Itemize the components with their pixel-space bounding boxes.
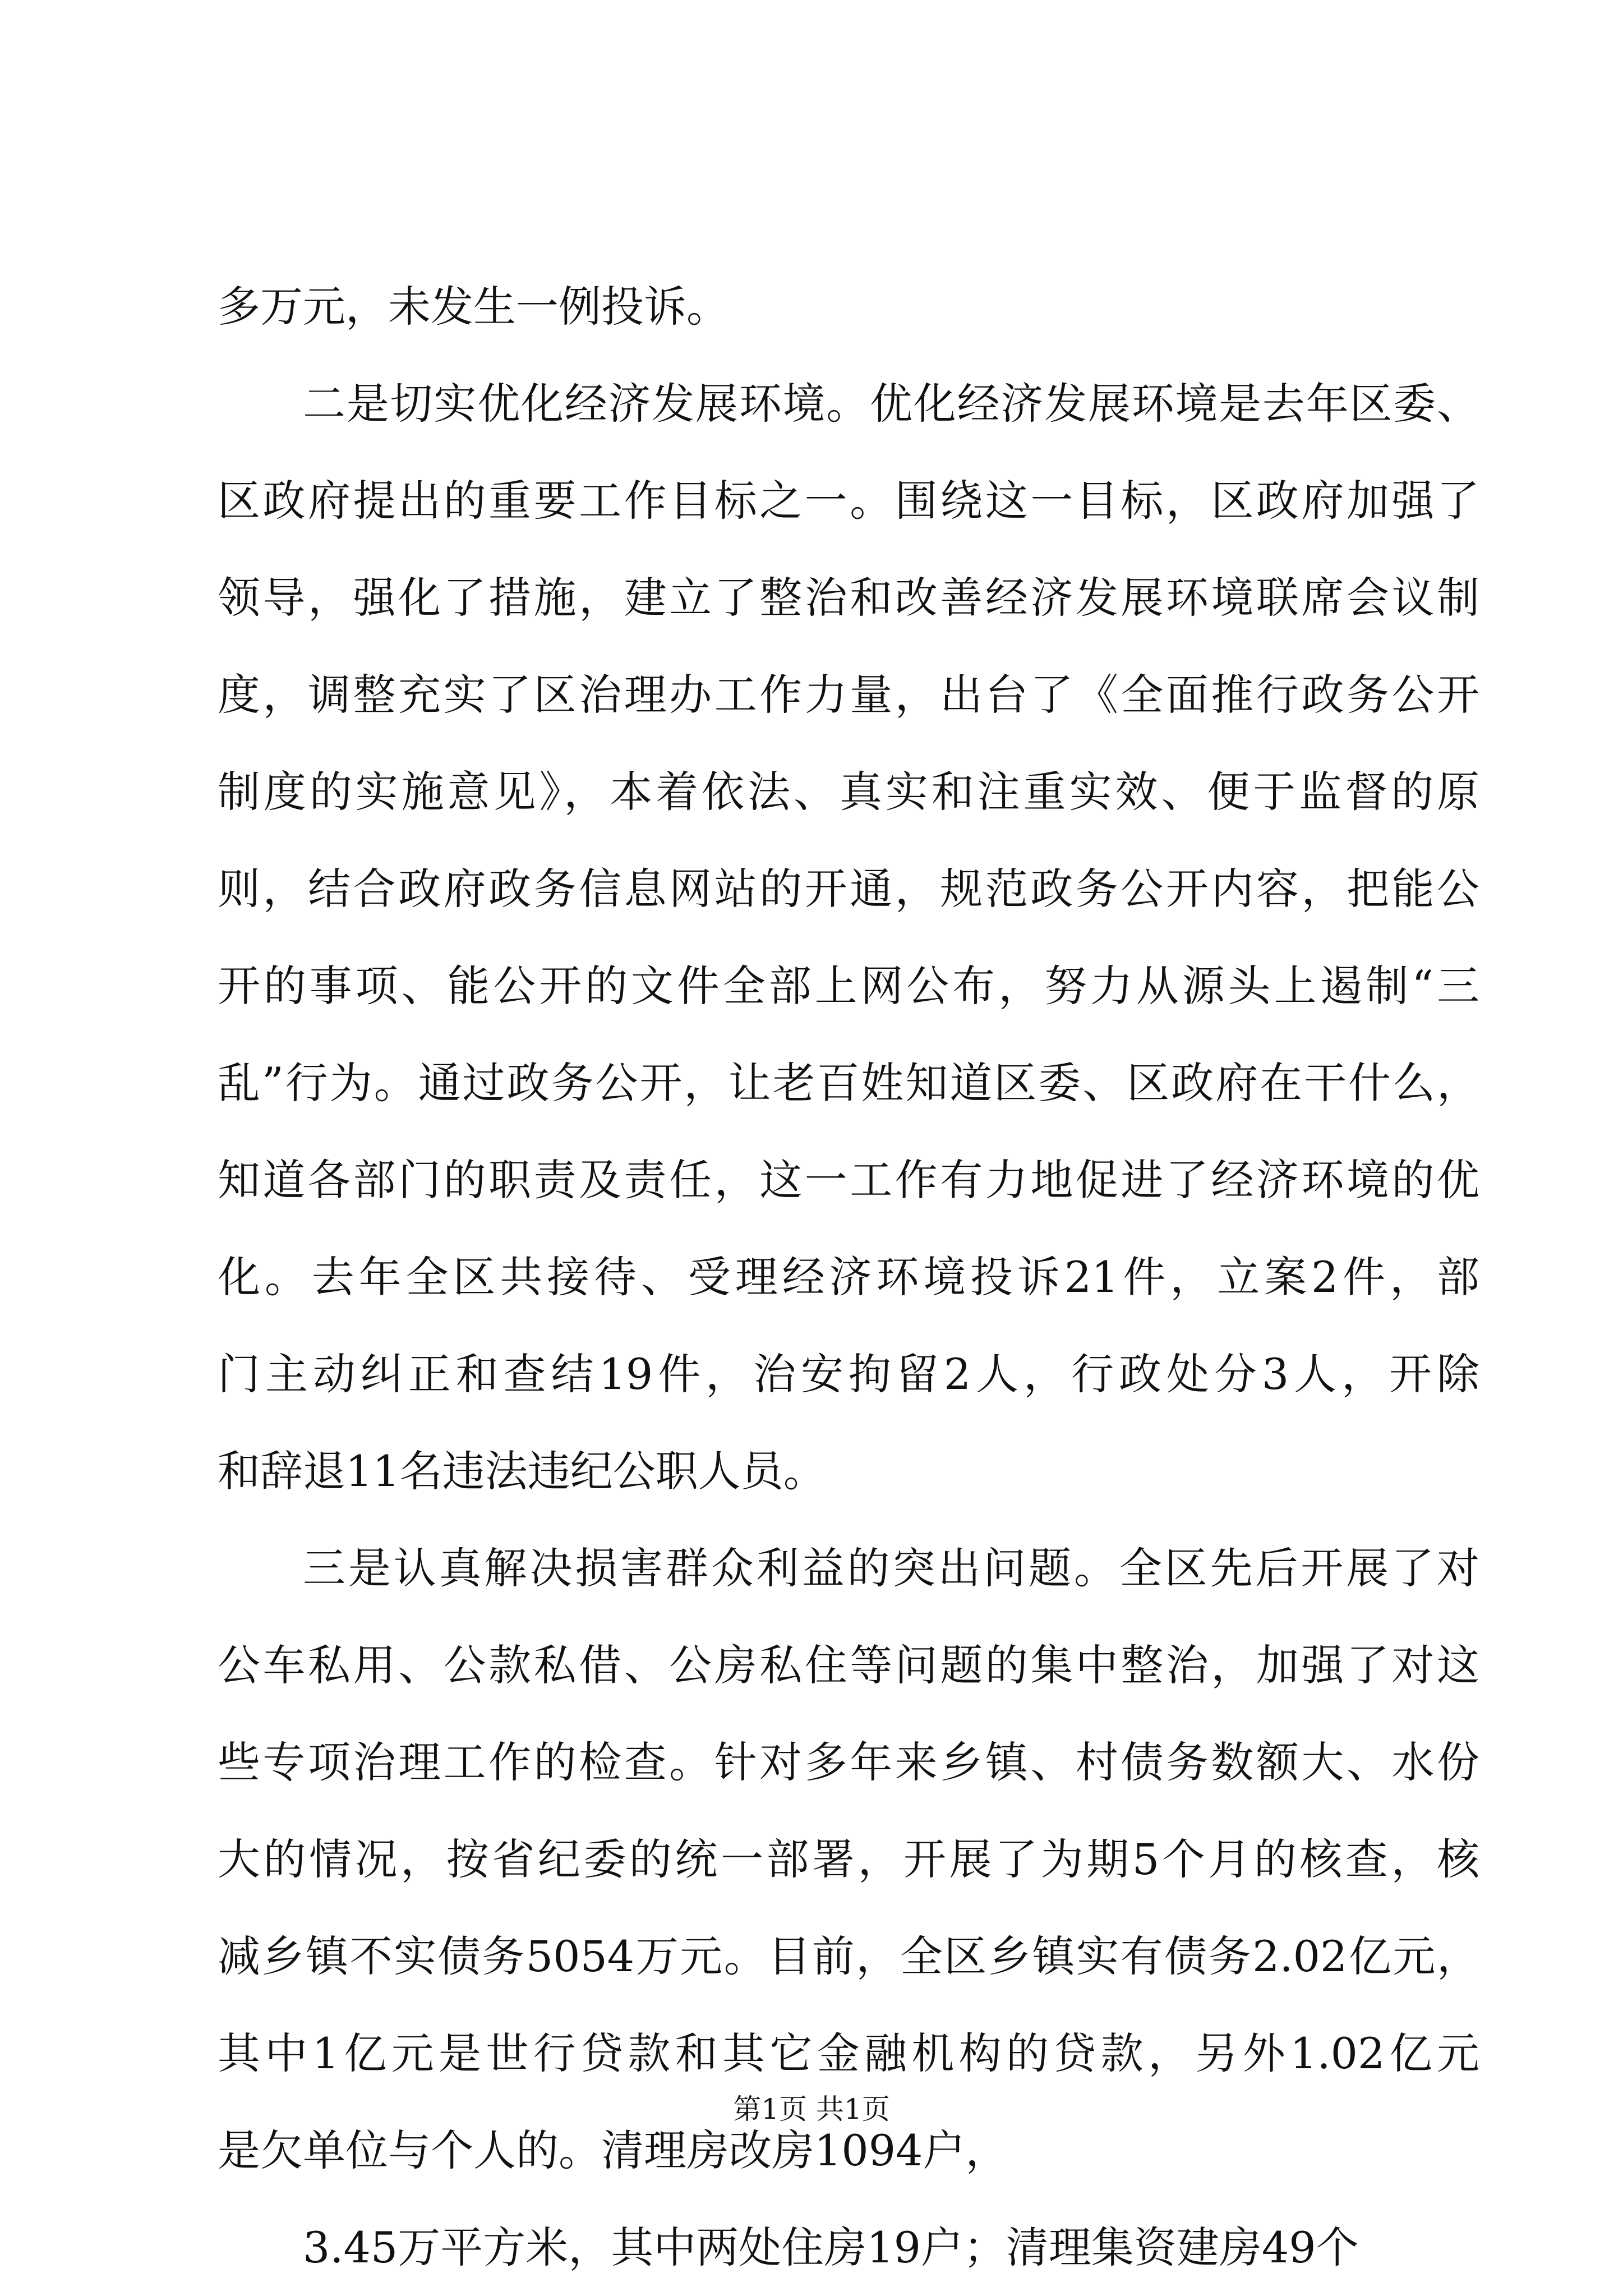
text-line: 乱”行为。通过政务公开，让老百姓知道区委、区政府在干什么， <box>218 1058 1479 1108</box>
text-line: 多万元，未发生一例投诉。 <box>218 282 729 332</box>
text-line: 区政府提出的重要工作目标之一。围绕这一目标，区政府加强了 <box>218 476 1479 526</box>
text-line: 些专项治理工作的检查。针对多年来乡镇、村债务数额大、水份 <box>218 1737 1479 1787</box>
text-line: 领导，强化了措施，建立了整治和改善经济发展环境联席会议制 <box>218 573 1479 623</box>
paragraph-start-line: 3.45万平方米，其中两处住房19户；清理集资建房49个 <box>303 2223 1359 2272</box>
text-line: 知道各部门的职责及责任，这一工作有力地促进了经济环境的优 <box>218 1155 1479 1205</box>
paragraph-start-line: 三是认真解决损害群众利益的突出问题。全区先后开展了对 <box>303 1543 1479 1593</box>
text-line: 大的情况，按省纪委的统一部署，开展了为期5个月的核查，核 <box>218 1834 1479 1884</box>
text-line: 度，调整充实了区治理办工作力量，出台了《全面推行政务公开 <box>218 670 1479 720</box>
text-line: 公车私用、公款私借、公房私住等问题的集中整治，加强了对这 <box>218 1640 1479 1690</box>
document-body <box>218 258 1479 2296</box>
paragraph-start-line: 二是切实优化经济发展环境。优化经济发展环境是去年区委、 <box>303 379 1479 429</box>
text-line: 则，结合政府政务信息网站的开通，规范政务公开内容，把能公 <box>218 864 1479 914</box>
text-line: 门主动纠正和查结19件，治安拘留2人，行政处分3人，开除 <box>218 1349 1479 1399</box>
text-line: 减乡镇不实债务5054万元。目前，全区乡镇实有债务2.02亿元， <box>218 1931 1479 1981</box>
text-line: 制度的实施意见》，本着依法、真实和注重实效、便于监督的原 <box>218 767 1479 817</box>
page-footer: 第1页 共1页 <box>733 2093 890 2125</box>
text-line: 开的事项、能公开的文件全部上网公布，努力从源头上遏制“三 <box>218 961 1479 1011</box>
paragraph-end-line: 和辞退11名违法违纪公职人员。 <box>218 1446 826 1496</box>
text-line: 其中1亿元是世行贷款和其它金融机构的贷款，另外1.02亿元 <box>218 2028 1479 2078</box>
paragraph-end-line: 是欠单位与个人的。清理房改房1094户， <box>218 2125 1008 2175</box>
text-line: 化。去年全区共接待、受理经济环境投诉21件，立案2件，部 <box>218 1252 1479 1302</box>
